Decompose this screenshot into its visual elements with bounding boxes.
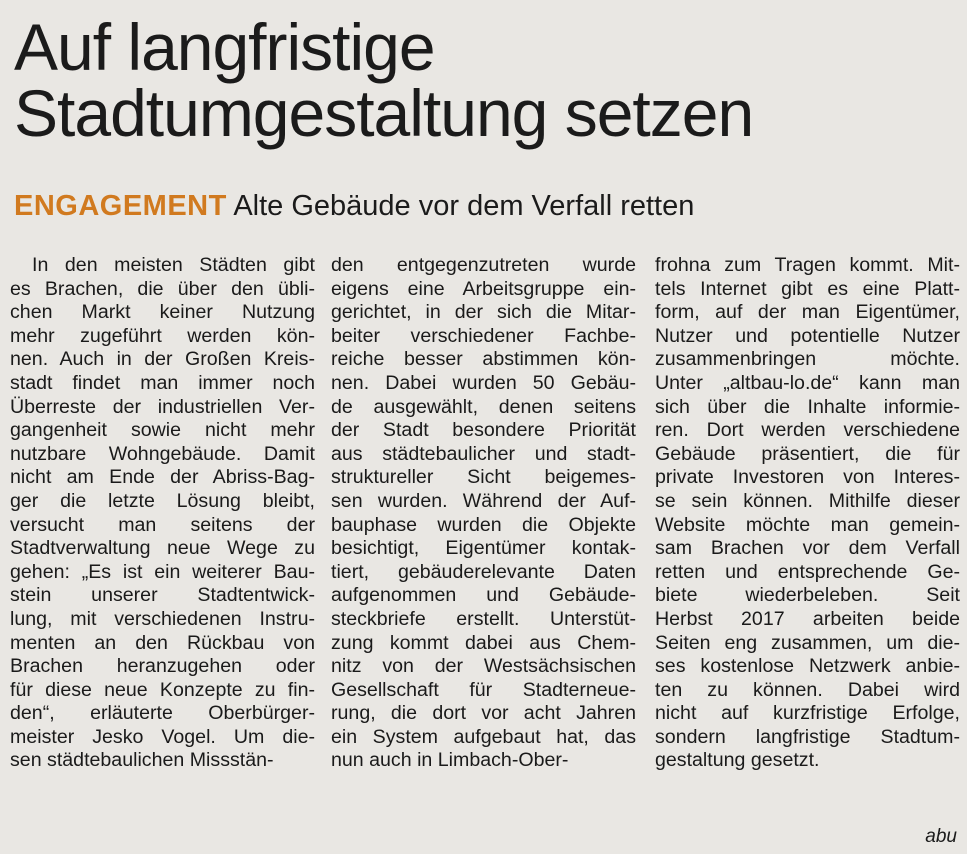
text-column-2 — [331, 254, 636, 773]
text-line: Gebäude präsentiert, die für — [655, 442, 960, 465]
text-line: gerichtet, in der sich die Mitar- — [331, 301, 636, 324]
text-line: lung, mit verschiedenen Instru- — [10, 607, 315, 630]
text-line: zusammenbringen möchte. — [655, 348, 960, 371]
text-line: gangenheit sowie nicht mehr — [10, 419, 315, 442]
text-line: form, auf der man Eigentümer, — [655, 301, 960, 324]
kicker-label: ENGAGEMENT — [14, 190, 227, 222]
text-line: nun auch in Limbach-Ober- — [331, 749, 569, 772]
text-line: aus städtebaulicher und stadt- — [331, 442, 636, 465]
text-line: sam Brachen vor dem Verfall — [655, 537, 960, 560]
text-line: retten und entsprechende Ge- — [655, 560, 960, 583]
text-line: Überreste der industriellen Ver- — [10, 395, 315, 418]
text-line: struktureller Sicht beigemes- — [331, 466, 636, 489]
text-line: den“, erläuterte Oberbürger- — [10, 702, 315, 725]
text-line: ses kostenlose Netzwerk anbie- — [655, 655, 960, 678]
text-line: frohna zum Tragen kommt. Mit- — [655, 254, 960, 276]
text-line: Unter „altbau-lo.de“ kann man — [655, 371, 960, 394]
text-line: besichtigt, Eigentümer kontak- — [331, 537, 636, 560]
text-line: tiert, gebäuderelevante Daten — [331, 560, 636, 583]
text-line: sondern langfristige Stadtum- — [655, 725, 960, 748]
teaser-text: Alte Gebäude vor dem Verfall retten — [233, 190, 695, 222]
text-line: Brachen heranzugehen oder — [10, 655, 315, 678]
text-line: bauphase wurden die Objekte — [331, 513, 636, 536]
text-line: ren. Dort werden verschiedene — [655, 419, 960, 442]
text-line: nicht am Ende der Abriss-Bag- — [10, 466, 315, 489]
text-line: den entgegenzutreten wurde — [331, 254, 636, 276]
text-line: Stadtverwaltung neue Wege zu — [10, 537, 315, 560]
text-line: eigens eine Arbeitsgruppe ein- — [331, 277, 636, 300]
text-line: beiter verschiedener Fachbe- — [331, 324, 636, 347]
text-line: steckbriefe erstellt. Unterstüt- — [331, 607, 636, 630]
text-line: tels Internet gibt es eine Platt- — [655, 277, 960, 300]
text-line: menten an den Rückbau von — [10, 631, 315, 654]
text-line: ein System aufgebaut hat, das — [331, 725, 636, 748]
text-line: Nutzer und potentielle Nutzer — [655, 324, 960, 347]
article-subline — [14, 188, 954, 224]
text-line: In den meisten Städten gibt — [32, 254, 315, 276]
text-line: gestaltung gesetzt. — [655, 749, 820, 772]
text-line: nutzbare Wohngebäude. Damit — [10, 442, 315, 465]
text-line: sich über die Inhalte informie- — [655, 395, 960, 418]
text-line: aufgenommen und Gebäude- — [331, 584, 636, 607]
text-line: se sein können. Mithilfe dieser — [655, 489, 960, 512]
text-column-1 — [10, 254, 315, 773]
text-column-3 — [655, 254, 960, 773]
text-line: für diese neue Konzepte zu fin- — [10, 678, 315, 701]
text-line: meister Jesko Vogel. Um die- — [10, 725, 315, 748]
text-line: ten zu können. Dabei wird — [655, 678, 960, 701]
text-line: sen wurden. Während der Auf- — [331, 489, 636, 512]
text-line: biete wiederbeleben. Seit — [655, 584, 960, 607]
text-line: private Investoren von Interes- — [655, 466, 960, 489]
author-initials: abu — [925, 826, 957, 847]
text-line: rung, die dort vor acht Jahren — [331, 702, 636, 725]
text-line: ger die letzte Lösung bleibt, — [10, 489, 315, 512]
headline-line-2: Stadtumgestaltung setzen — [14, 76, 754, 150]
text-line: stein unserer Stadtentwick- — [10, 584, 315, 607]
text-line: gehen: „Es ist ein weiterer Bau- — [10, 560, 315, 583]
text-line: zung kommt dabei aus Chem- — [331, 631, 636, 654]
text-line: nen. Auch in der Großen Kreis- — [10, 348, 315, 371]
text-line: der Stadt besondere Priorität — [331, 419, 636, 442]
text-line: Website möchte man gemein- — [655, 513, 960, 536]
text-line: mehr zugeführt werden kön- — [10, 324, 315, 347]
text-line: nitz von der Westsächsischen — [331, 655, 636, 678]
text-line: Seiten eng zusammen, um die- — [655, 631, 960, 654]
text-line: Herbst 2017 arbeiten beide — [655, 607, 960, 630]
article-headline — [14, 10, 954, 150]
text-line: versucht man seitens der — [10, 513, 315, 536]
text-line: reiche besser abstimmen kön- — [331, 348, 636, 371]
text-line: nicht auf kurzfristige Erfolge, — [655, 702, 960, 725]
headline-line-1: Auf langfristige — [14, 10, 435, 84]
text-line: es Brachen, die über den übli- — [10, 277, 315, 300]
text-line: sen städtebaulichen Missstän- — [10, 749, 274, 772]
text-line: chen Markt keiner Nutzung — [10, 301, 315, 324]
text-line: de ausgewählt, denen seitens — [331, 395, 636, 418]
text-line: Gesellschaft für Stadterneue- — [331, 678, 636, 701]
text-line: nen. Dabei wurden 50 Gebäu- — [331, 371, 636, 394]
text-line: stadt findet man immer noch — [10, 371, 315, 394]
